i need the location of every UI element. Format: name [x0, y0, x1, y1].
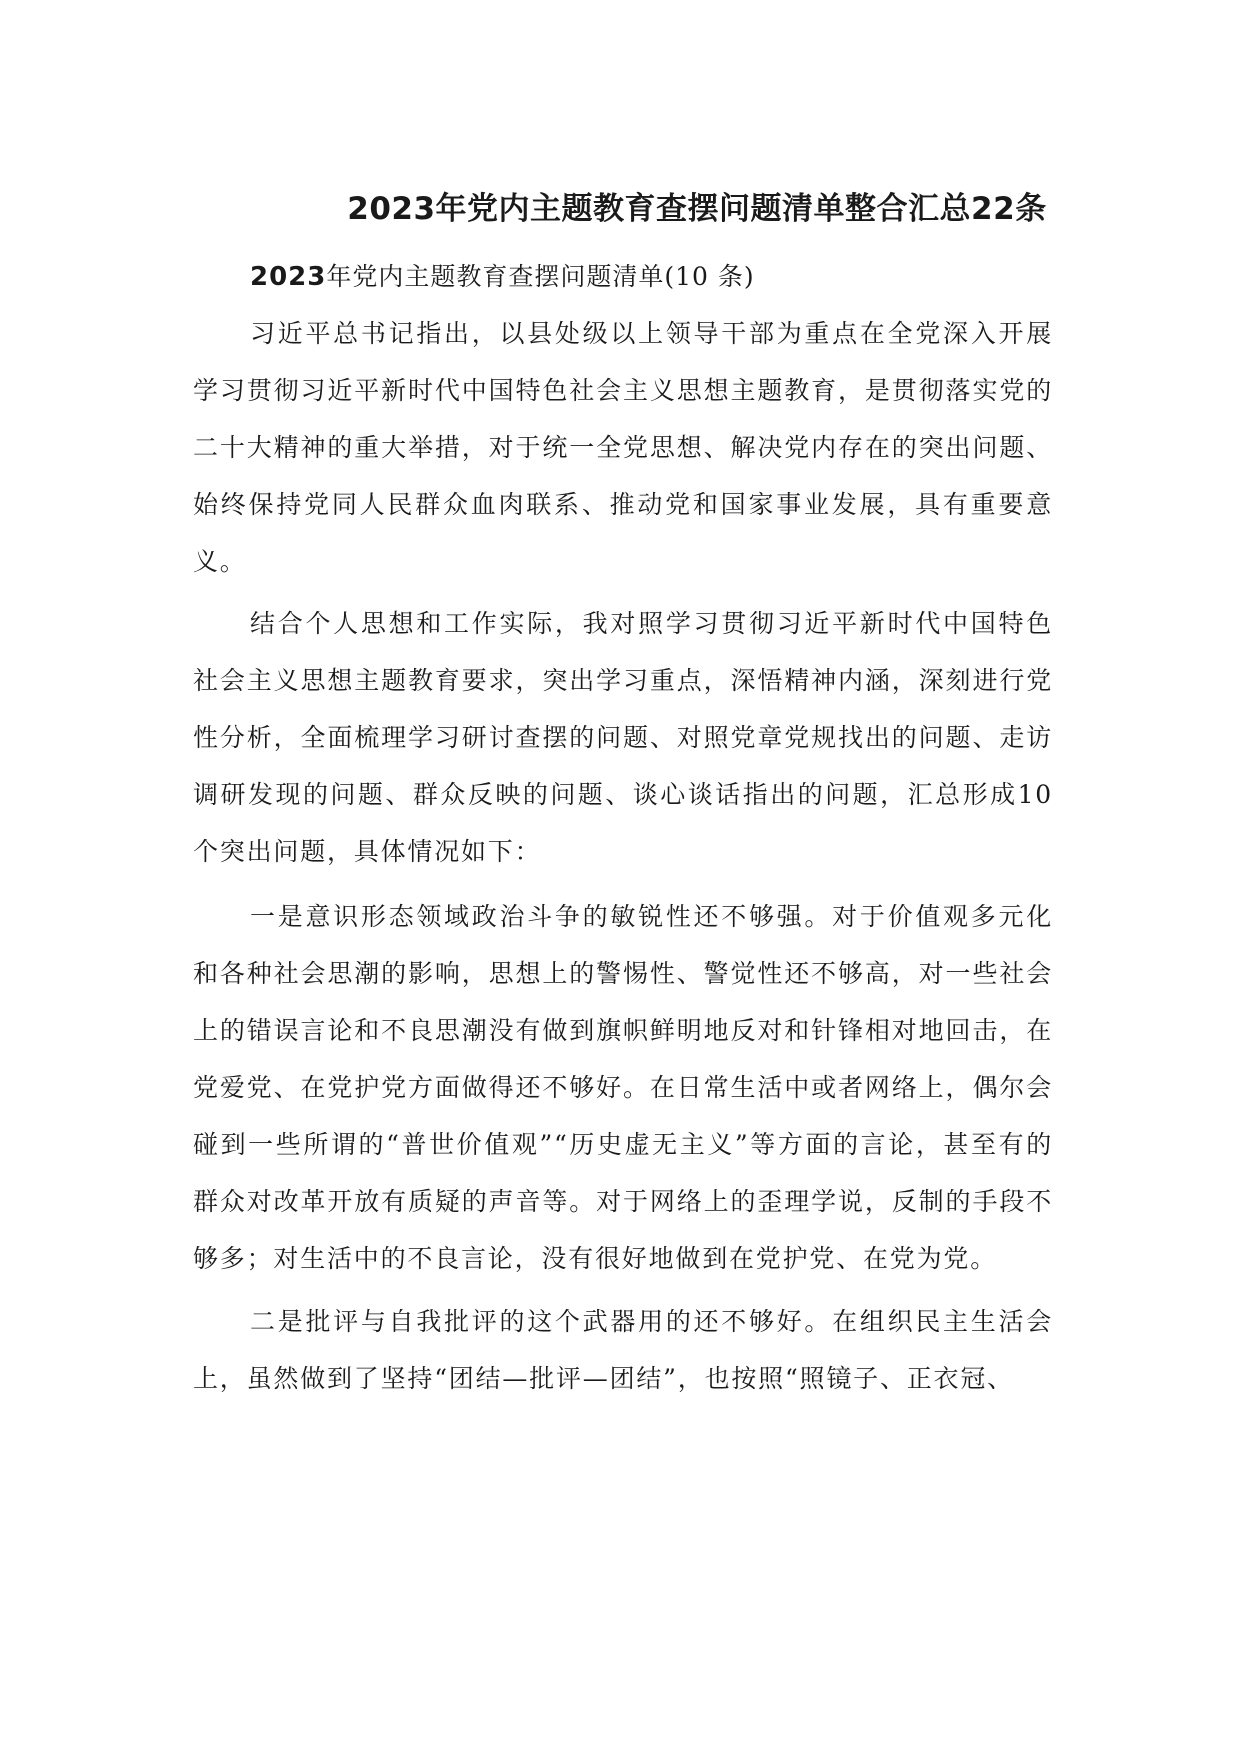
paragraph-intro: 习近平总书记指出，以县处级以上领导干部为重点在全党深入开展学习贯彻习近平新时代中国特色社会主义思想主题教育，是贯彻落实党的二十大精神的重大举措，对于统一全党思想、解决党内存在的突出问题、始终保持党同人民群众血肉联系、推动党和国家事业发展，具有重要意义。: [193, 319, 1053, 576]
paragraph-issue-1: 一是意识形态领域政治斗争的敏锐性还不够强。对于价值观多元化和各种社会思潮的影响，思想上的警惕性、警觉性还不够高，对一些社会上的错误言论和不良思潮没有做到旗帜鲜明地反对和针锋相对地回击，在党爱党、在党护党方面做得还不够好。在日常生活中或者网络上，偶尔会碰到一些所谓的“普世价值观”“历史虚无主义”等方面的言论，甚至有的群众对改革开放有质疑的声音等。对于网络上的歪理学说，反制的手段不够多；对生活中的不良言论，没有很好地做到在党护党、在党为党。: [193, 902, 1053, 1273]
subtitle-text: 年党内主题教育查摆问题清单(10 条): [326, 262, 755, 291]
document-title: 2023年党内主题教育查摆问题清单整合汇总22条: [347, 191, 1047, 227]
document-subtitle: [250, 257, 755, 297]
paragraph-summary: 结合个人思想和工作实际，我对照学习贯彻习近平新时代中国特色社会主义思想主题教育要求，突出学习重点，深悟精神内涵，深刻进行党性分析，全面梳理学习研讨查摆的问题、对照党章党规找出的问题、走访调研发现的问题、群众反映的问题、谈心谈话指出的问题，汇总形成10个突出问题，具体情况如下：: [193, 609, 1053, 866]
paragraph-issue-2: 二是批评与自我批评的这个武器用的还不够好。在组织民主生活会上，虽然做到了坚持“团结—批评—团结”，也按照“照镜子、正衣冠、: [193, 1307, 1053, 1393]
subtitle-year: 2023: [250, 262, 327, 292]
